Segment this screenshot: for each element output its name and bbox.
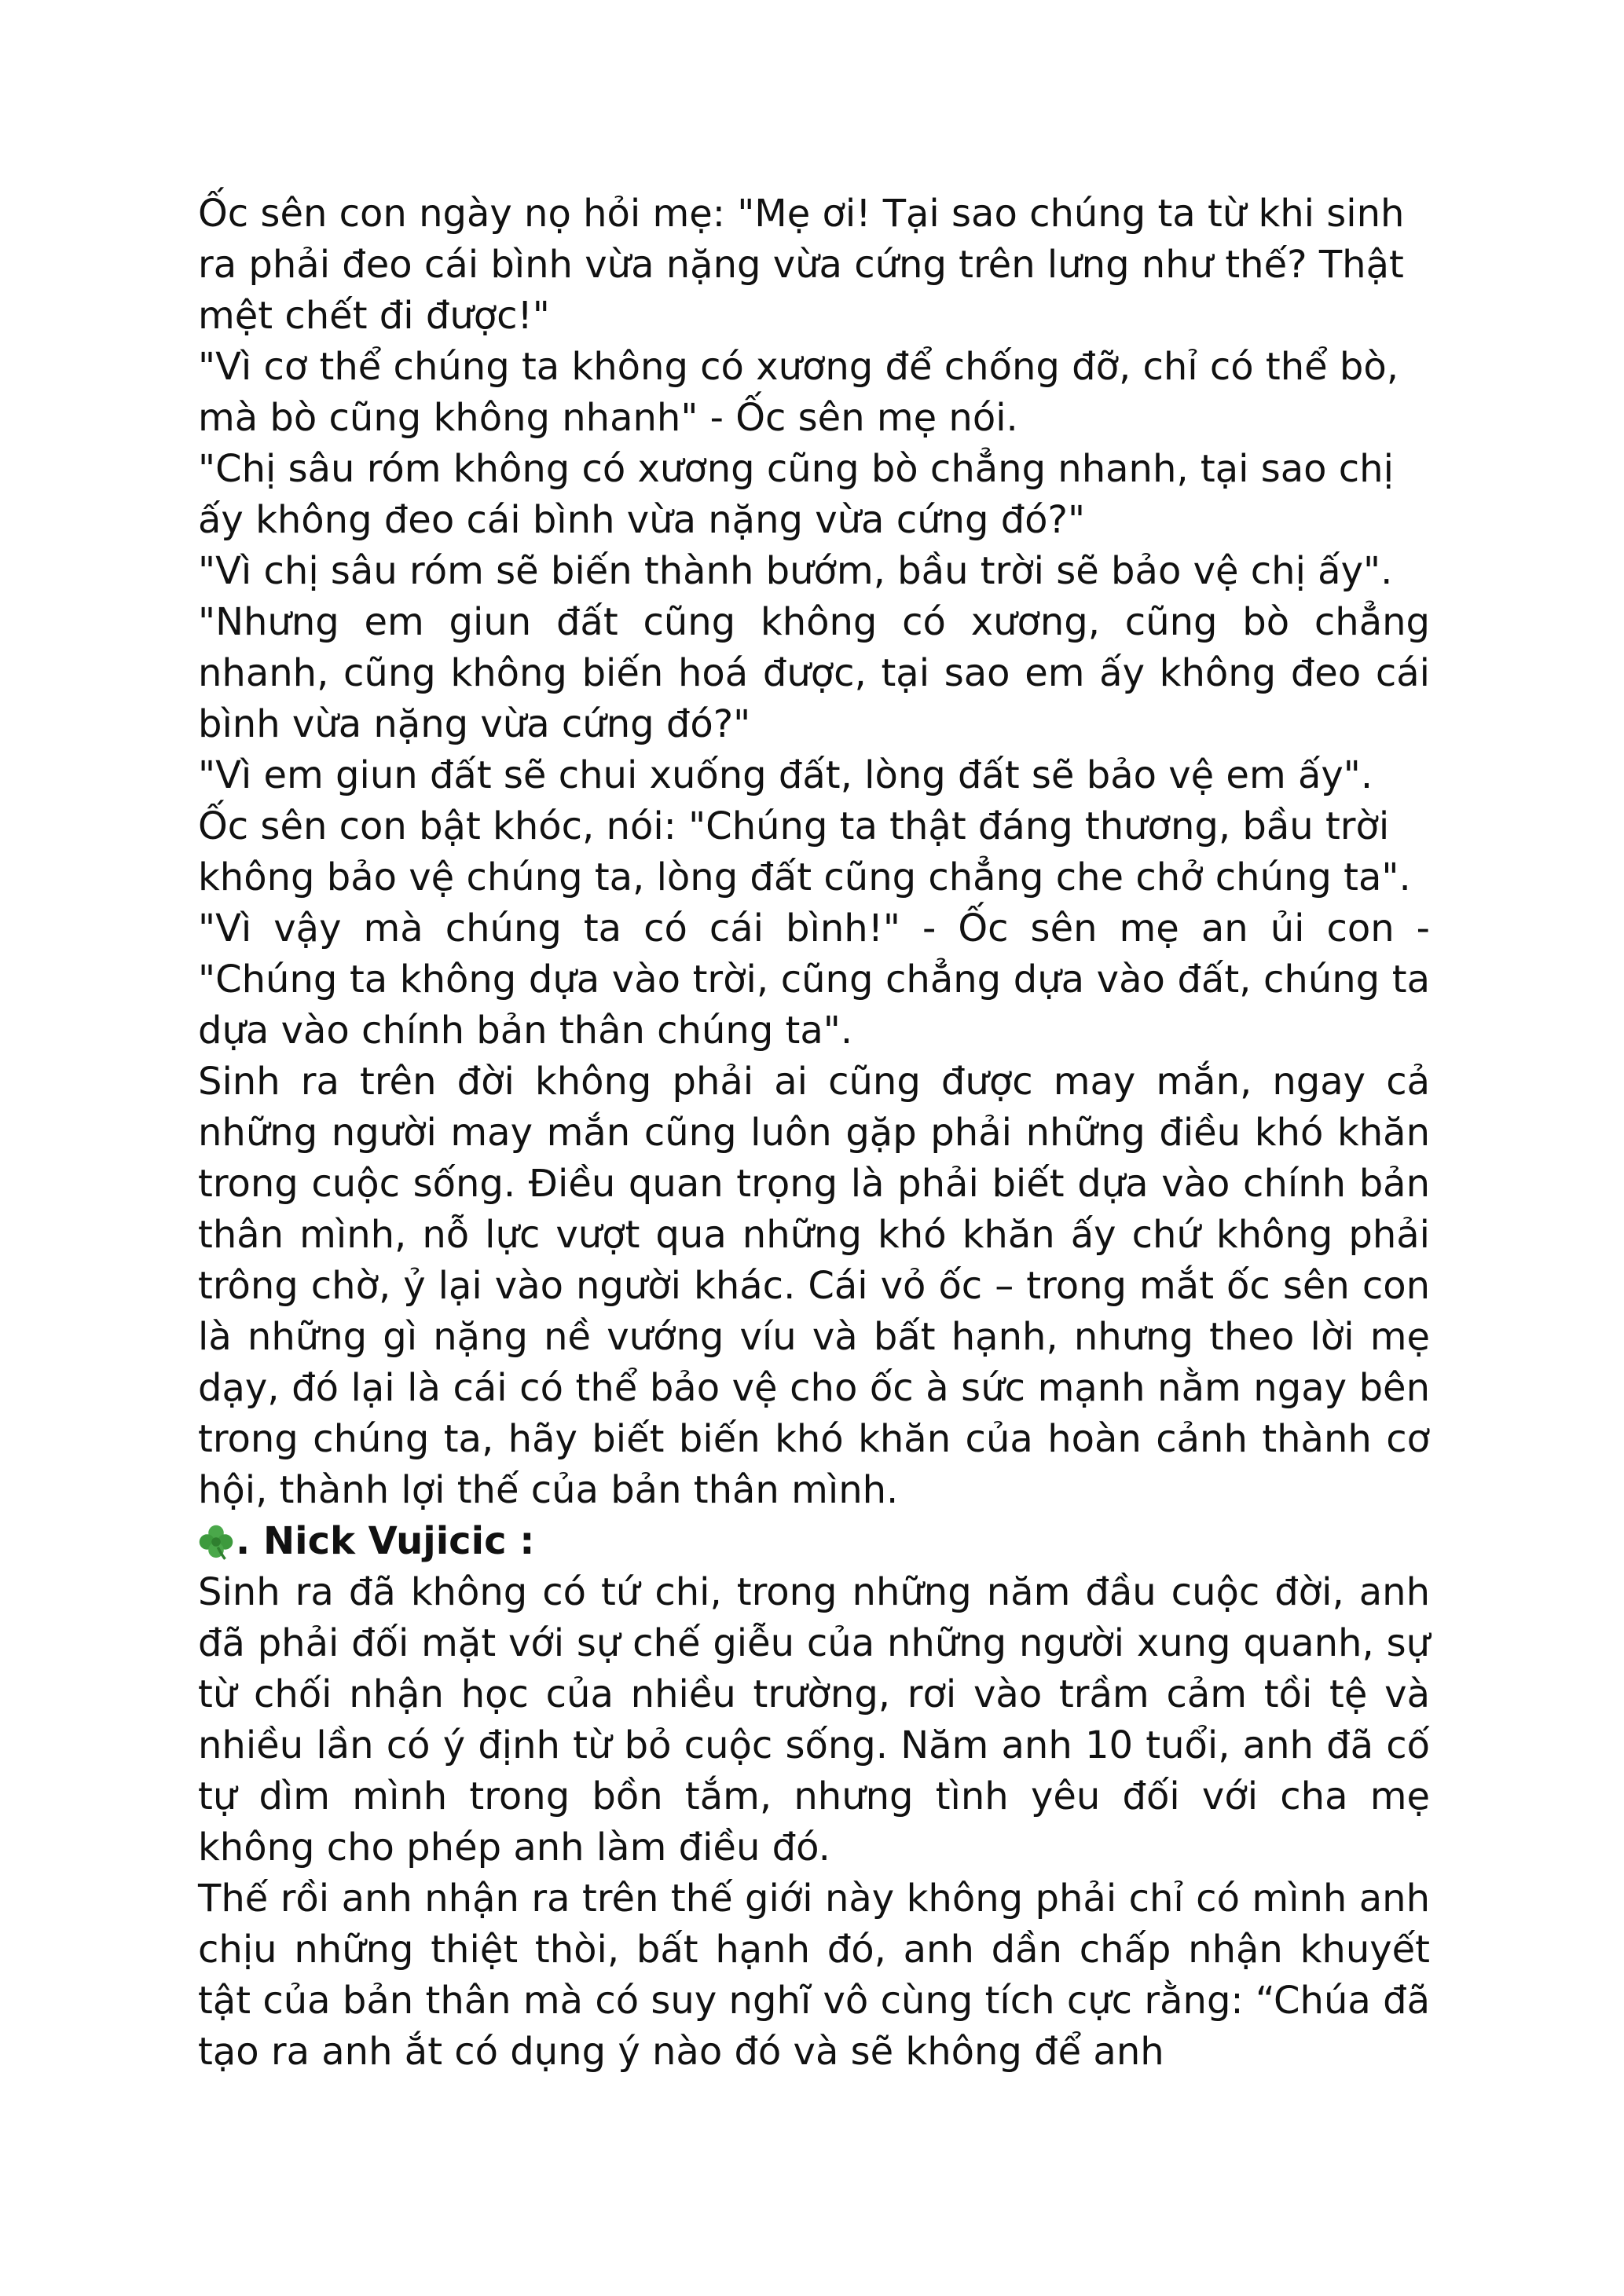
story-paragraph-1: Ốc sên con ngày nọ hỏi mẹ: "Mẹ ơi! Tại sao chúng ta từ khi sinh ra phải đeo cái bình vừa nặng vừa cứng trên lưng như thế? Thật mệt chết đi được!" [198,192,1405,338]
document-page [198,189,1430,2078]
story-lesson-paragraph: Sinh ra trên đời không phải ai cũng được may mắn, ngay cả những người may mắn cũng luôn gặp phải những điều khó khăn trong cuộc sống. Điều quan trọng là phải biết dựa vào chính bản thân mình, nỗ lực vượt qua những khó khăn ấy chứ không phải trông chờ, ỷ lại vào người khác. Cái vỏ ốc – trong mắt ốc sên con là những gì nặng nề vướng víu và bất hạnh, nhưng theo lời mẹ dạy, đó lại là cái có thể bảo vệ cho ốc à sức mạnh nằm ngay bên trong chúng ta, hãy biết biến khó khăn của hoàn cảnh thành cơ hội, thành lợi thế của bản thân mình. [198,1060,1430,1512]
section-heading [198,1516,1430,1567]
story-paragraph-5: "Nhưng em giun đất cũng không có xương, cũng bò chẳng nhanh, cũng không biến hoá được, tại sao em ấy không đeo cái bình vừa nặng vừa cứng đó?" [198,600,1430,746]
nick-paragraph-1: Sinh ra đã không có tứ chi, trong những năm đầu cuộc đời, anh đã phải đối mặt với sự chế giễu của những người xung quanh, sự từ chối nhận học của nhiều trường, rơi vào trầm cảm tồi tệ và nhiều lần có ý định từ bỏ cuộc sống. Năm anh 10 tuổi, anh đã cố tự dìm mình trong bồn tắm, nhưng tình yêu đối với cha mẹ không cho phép anh làm điều đó. [198,1570,1430,1869]
story-paragraph-2: "Vì cơ thể chúng ta không có xương để chống đỡ, chỉ có thể bò, mà bò cũng không nhanh" - Ốc sên mẹ nói. [198,345,1399,440]
section-heading-text: . Nick Vujicic : [236,1519,535,1563]
story-paragraph-3: "Chị sâu róm không có xương cũng bò chẳng nhanh, tại sao chị ấy không đeo cái bình vừa nặng vừa cứng đó?" [198,447,1394,542]
story-paragraph-7: Ốc sên con bật khóc, nói: "Chúng ta thật đáng thương, bầu trời không bảo vệ chúng ta, lòng đất cũng chẳng che chở chúng ta". [198,804,1411,899]
clover-icon [198,1524,234,1560]
story-paragraph-4: "Vì chị sâu róm sẽ biến thành bướm, bầu trời sẽ bảo vệ chị ấy". [198,549,1393,593]
story-paragraph-6: "Vì em giun đất sẽ chui xuống đất, lòng đất sẽ bảo vệ em ấy". [198,753,1373,797]
story-paragraph-8: "Vì vậy mà chúng ta có cái bình!" - Ốc sên mẹ an ủi con - "Chúng ta không dựa vào trời, cũng chẳng dựa vào đất, chúng ta dựa vào chính bản thân chúng ta". [198,906,1430,1053]
nick-paragraph-2: Thế rồi anh nhận ra trên thế giới này không phải chỉ có mình anh chịu những thiệt thòi, bất hạnh đó, anh dần chấp nhận khuyết tật của bản thân mà có suy nghĩ vô cùng tích cực rằng: “Chúa đã tạo ra anh ắt có dụng ý nào đó và sẽ không để anh [198,1877,1430,2074]
